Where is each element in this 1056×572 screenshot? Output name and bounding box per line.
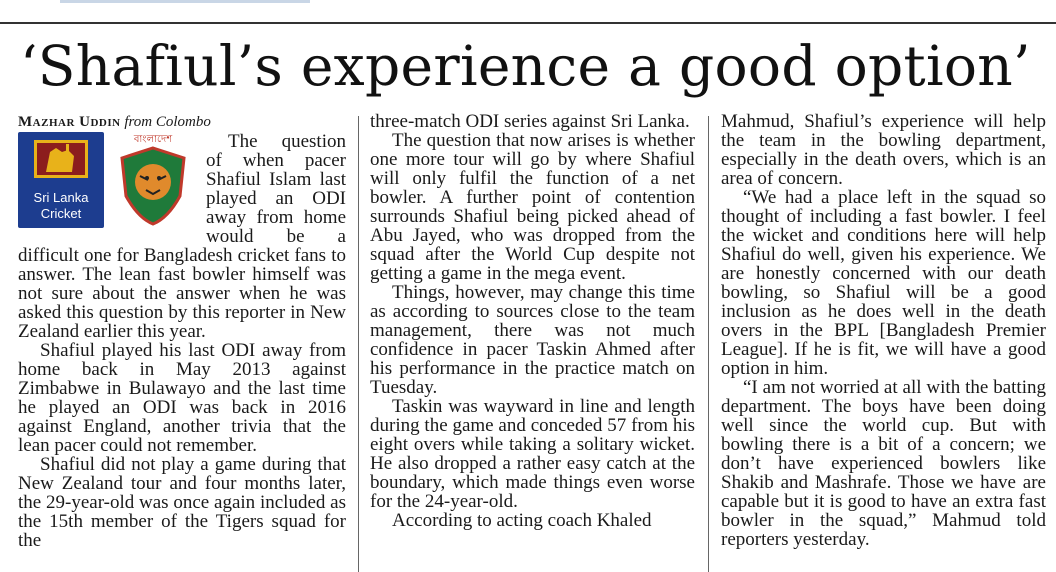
paragraph: Things, however, may change this time as according to sources close to the team management, there was not much confidence in pacer Taskin Ahmed after his performance in the practice match on Tuesday. bbox=[370, 282, 695, 398]
byline-location: from Colombo bbox=[124, 114, 211, 130]
paragraph: “We had a place left in the squad so thought of including a fast bowler. I feel the wicket and conditions here will help Shafiul do well, given his experience. We are honestly concerned with our death bowling, so Shafiul will be a good inclusion as he does well in the death overs in the BPL [Bangladesh Premier League]. If he is fit, we will have a good option in him. bbox=[721, 187, 1046, 379]
paragraph: Shafiul did not play a game during that New Zealand tour and four months later, the 29-year-old was once again included as the 15th member of the Tigers squad for the bbox=[18, 454, 346, 551]
sri-lanka-logo-line2: Cricket bbox=[40, 206, 82, 221]
sri-lanka-logo-line1: Sri Lanka bbox=[33, 190, 89, 205]
bangladesh-cricket-board-logo bbox=[108, 134, 198, 228]
paragraph: Shafiul played his last ODI away from home back in May 2013 against Zimbabwe in Bulawayo and the last time he played an ODI was back in 2016 against England, another trivia that the lean pacer could not remember. bbox=[18, 340, 346, 456]
header-rule bbox=[0, 22, 1056, 24]
paragraph: The question that now arises is whether one more tour will go by where Shafiul will only fulfil the function of a net bowler. A further point of contention surrounds Shafiul being picked ahead of Abu Jayed, who was dropped from the squad after the World Cup despite not getting a game in the mega event. bbox=[370, 130, 695, 284]
header-tint bbox=[60, 0, 310, 3]
byline-author: Mazhar Uddin bbox=[18, 114, 121, 130]
byline bbox=[18, 112, 346, 132]
column-divider bbox=[358, 116, 359, 572]
paragraph: “I am not worried at all with the batting department. The boys have been doing well since the world cup. But with bowling there is a bit of a concern; we don’t have experienced bowlers like Shakib and Mashrafe. Those we have are capable but it is good to have an extra fast bowler in the squad,” Mahmud told reporters yesterday. bbox=[721, 377, 1046, 550]
bcb-bangla-text: বাংলাদেশ bbox=[133, 134, 173, 145]
paragraph: Taskin was wayward in line and length during the game and conceded 57 from his eight overs while taking a solitary wicket. He also dropped a rather easy catch at the boundary, which made things even worse for the 24-year-old. bbox=[370, 396, 695, 512]
top-rule bbox=[0, 0, 1056, 26]
team-logos bbox=[18, 132, 200, 230]
paragraph: Mahmud, Shafiul’s experience will help the team in the bowling department, especially in the death overs, which is an area of concern. bbox=[721, 112, 1046, 189]
headline: ‘Shafiul’s experience a good option’ bbox=[20, 34, 1031, 98]
paragraph: three-match ODI series against Sri Lanka. bbox=[370, 112, 690, 132]
column-divider bbox=[708, 116, 709, 572]
sri-lanka-cricket-logo bbox=[18, 132, 104, 228]
lion-crest-icon bbox=[32, 138, 90, 180]
paragraph: According to acting coach Khaled bbox=[392, 510, 652, 531]
paragraph: The question of when pacer Shafiul Islam last played an ODI away from home would be a difficult one for Bangladesh cricket fans to answer. The lean fast bowler himself was not sure about the answer when he was asked this question by this reporter in New Zealand earlier this year. bbox=[18, 131, 346, 342]
article-column-3 bbox=[721, 112, 1046, 572]
article-column-1 bbox=[18, 112, 346, 572]
tiger-emblem-icon bbox=[118, 146, 188, 226]
article-column-2 bbox=[370, 112, 695, 572]
